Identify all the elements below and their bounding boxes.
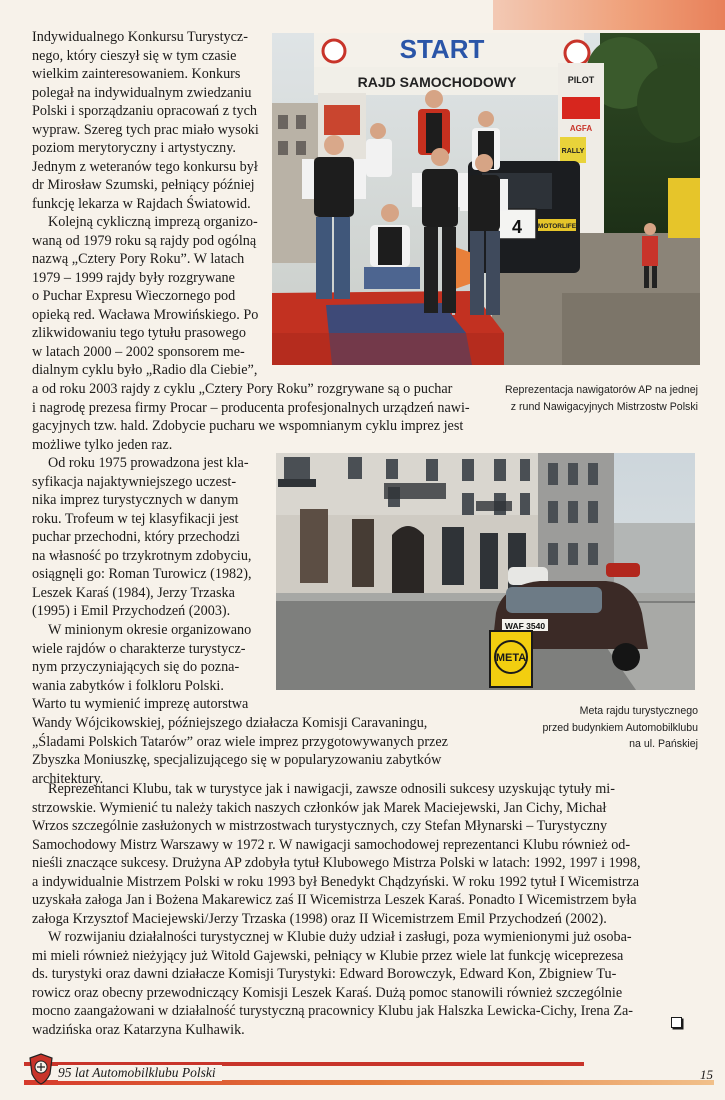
text-line: o Puchar Expresu Wieczornego pod: [32, 288, 236, 305]
banner-subtext: RAJD SAMOCHODOWY: [357, 74, 517, 90]
paragraph-5: [32, 780, 696, 928]
text-line: Indywidualnego Konkursu Turystycz-: [32, 29, 248, 45]
text-line: poziom merytoryczny i artystyczny.: [32, 140, 236, 157]
text-line: architektury.: [32, 770, 104, 787]
text-line: osiągnęli go: Roman Turowicz (1982),: [32, 566, 252, 583]
text-line: Zbyszka Moniuszkę, specjalizującego się w popularyzowaniu zabytków: [32, 752, 442, 769]
text-line: i nagrodę prezesa firmy Procar – producenta profesjonalnych urządzeń nawi-: [32, 399, 470, 416]
text-line: puchar przechodni, który przechodzi: [32, 529, 240, 546]
text-line: a od roku 2003 rajdy z cyklu „Cztery Pory Roku” rozgrywane są o puchar: [32, 381, 453, 397]
text-line: roku. Trofeum w tej klasyfikacji jest: [32, 510, 239, 527]
paragraph-4-wide: [32, 714, 494, 788]
text-line: funkcję lekarza w Rajdach Światowid.: [32, 195, 251, 212]
text-line: ds. turystyki oraz dawni działacze Komisji Turystyki: Edward Borowczyk, Edward Kon, Zbigniew Tu-: [32, 966, 617, 983]
text-line: dialnym cyklu było „Radio dla Ciebie”,: [32, 362, 258, 379]
text-line: Reprezentanci Klubu, tak w turystyce jak i nawigacji, zawsze odnosili sukcesy uzyskując tytuły mi-: [48, 781, 615, 797]
text-line: uzyskała załoga Jan i Bożena Makarewicz zaś II Wicemistrza Leszek Karaś. Ponadto I Wicemistrzem była: [32, 892, 637, 909]
text-line: polegał na indywidualnym zwiedzaniu: [32, 84, 252, 101]
text-line: Leszek Karaś (1984), Jerzy Trzaska: [32, 584, 235, 601]
corner-accent: [493, 0, 725, 30]
text-line: mocno zaangażowani w działalność turystyczną pracownicy Klubu jak Halszka Lewicka-Cichy, Irena Za-: [32, 1003, 634, 1020]
text-line: Jednym z weteranów tego konkursu był: [32, 158, 258, 175]
caption-photo-2: [502, 703, 698, 753]
text-line: nym przyczyniających się do pozna-: [32, 659, 240, 676]
text-line: nazwą „Cztery Pory Roku”. W latach: [32, 251, 245, 268]
text-line: nego, który cieszył się w tym czasie: [32, 47, 237, 64]
photo-rally-finish: [276, 453, 695, 690]
text-line: wiele rajdów o charakterze turystycz-: [32, 640, 246, 657]
text-line: Wrzos szczególnie zasłużonych w mistrzostwach turystycznych, czy Stefan Młynarski – Turystyczny: [32, 818, 608, 835]
club-emblem-icon: [28, 1052, 54, 1086]
text-line: możliwe tylko jeden raz.: [32, 436, 173, 453]
caption-line: z rund Nawigacyjnych Mistrzostw Polski: [510, 400, 698, 413]
caption-photo-1: [470, 382, 698, 415]
text-line: syfikacja najaktywniejszego uczest-: [32, 473, 237, 490]
footer-title: 95 lat Automobilklubu Polski: [58, 1065, 222, 1081]
text-line: (1995) i Emil Przychodzeń (2003).: [32, 603, 231, 620]
text-line: zlikwidowaniu tego tytułu prasowego: [32, 325, 246, 342]
text-line: W minionym okresie organizowano: [48, 622, 252, 638]
text-line: a indywidualnie Mistrzem Polski w roku 1993 był Benedykt Chądzyński. W roku 1992 tytuł I Wicemistrza: [32, 873, 640, 890]
paragraph-6: [32, 928, 696, 1039]
text-line: Samochodowy Mistrz Warszawy w 1972 r. W nawigacji samochodowej reprezentanci Klubu również od-: [32, 836, 631, 853]
text-line: na własność po trzykrotnym zdobyciu,: [32, 547, 252, 564]
end-of-article-icon: [671, 1017, 682, 1028]
text-line: Wandy Wójcikowskiej, późniejszego działacza Komisji Caravaningu,: [32, 715, 428, 731]
text-line: „Śladami Polskich Tatarów” oraz wiele imprez przygotowywanych przez: [32, 733, 448, 750]
text-line: wypraw. Szereg tych prac miało wysoki: [32, 121, 259, 138]
text-line: w latach 2000 – 2002 sponsorem me-: [32, 343, 245, 360]
sign-rally: RALLY: [561, 148, 585, 155]
rally-plate-number: 4: [511, 217, 523, 237]
text-line: Polski i sporządzaniu opracowań z tych: [32, 103, 257, 120]
meta-sign-text: META: [495, 652, 527, 664]
caption-line: przed budynkiem Automobilklubu: [542, 721, 698, 734]
text-line: Warto tu wymienić imprezę autorstwa: [32, 696, 249, 713]
text-line: wadzińska oraz Katarzyna Kulhawik.: [32, 1021, 245, 1038]
caption-line: Meta rajdu turystycznego: [579, 705, 698, 717]
text-line: opieką red. Wacława Mrowińskiego. Po: [32, 306, 259, 323]
car-plate: WAF 3540: [504, 621, 546, 631]
text-line: 1979 – 1999 rajdy były rozgrywane: [32, 269, 235, 286]
photo-rally-finish-illustration: [276, 453, 695, 690]
sticker-text: MOTORLIFE: [537, 223, 577, 230]
text-line: Od roku 1975 prowadzona jest kla-: [48, 455, 249, 471]
caption-line: na ul. Pańskiej: [629, 738, 698, 751]
caption-line: Reprezentacja nawigatorów AP na jednej: [505, 384, 698, 396]
text-line: wania zabytków i folkloru Polski.: [32, 677, 224, 694]
text-line: waną od 1979 roku są rajdy pod ogólną: [32, 232, 257, 249]
paragraph-2: [32, 213, 265, 380]
paragraph-2-wide: [32, 380, 494, 454]
text-line: Kolejną cykliczną imprezą organizo-: [48, 214, 258, 230]
text-line: wielkim zainteresowaniem. Konkurs: [32, 66, 241, 83]
sign-pilot: PILOT: [567, 75, 595, 85]
page-number: 15: [700, 1067, 713, 1082]
banner-text: START: [399, 34, 485, 64]
text-line: nieśli znaczące sukcesy. Drużyna AP zdobyła tytuł Klubowego Mistrza Polski w latach: 1992, 1997 i 1998,: [32, 855, 641, 872]
text-line: mi mieli również nieżyjący już Witold Gajewski, pełniący w Klubie przez wiele lat funkcję wiceprezesa: [32, 947, 624, 964]
paragraph-4: [32, 621, 265, 714]
paragraph-1: [32, 28, 265, 213]
text-line: nika imprez turystycznych w danym: [32, 492, 239, 509]
sign-agfa: AGFA: [569, 124, 593, 133]
text-line: strzowskie. Wymienić tu należy takich naszych członków jak Marek Maciejewski, Jan Cichy, Michał: [32, 799, 607, 816]
photo-rally-start-illustration: [272, 33, 700, 365]
text-line: dr Mirosław Szumski, pełniący później: [32, 177, 255, 194]
text-line: załoga Krzysztof Maciejewski/Jerzy Trzaska (1998) oraz II Wicemistrzem Emil Przychodzeń (2002).: [32, 910, 607, 927]
paragraph-3: [32, 454, 265, 621]
text-line: gacyjnych tzw. hald. Zdobycie pucharu we wspomnianym cyklu imprez jest: [32, 418, 464, 435]
text-line: W rozwijaniu działalności turystycznej w Klubie duży udział i zasługi, poza wymienionymi już osoba-: [48, 929, 632, 945]
photo-rally-start: [272, 33, 700, 365]
text-line: rowicz oraz obecny przewodniczący Komisji Leszek Karaś. Dużą pomoc stanowili również szczególnie: [32, 984, 623, 1001]
